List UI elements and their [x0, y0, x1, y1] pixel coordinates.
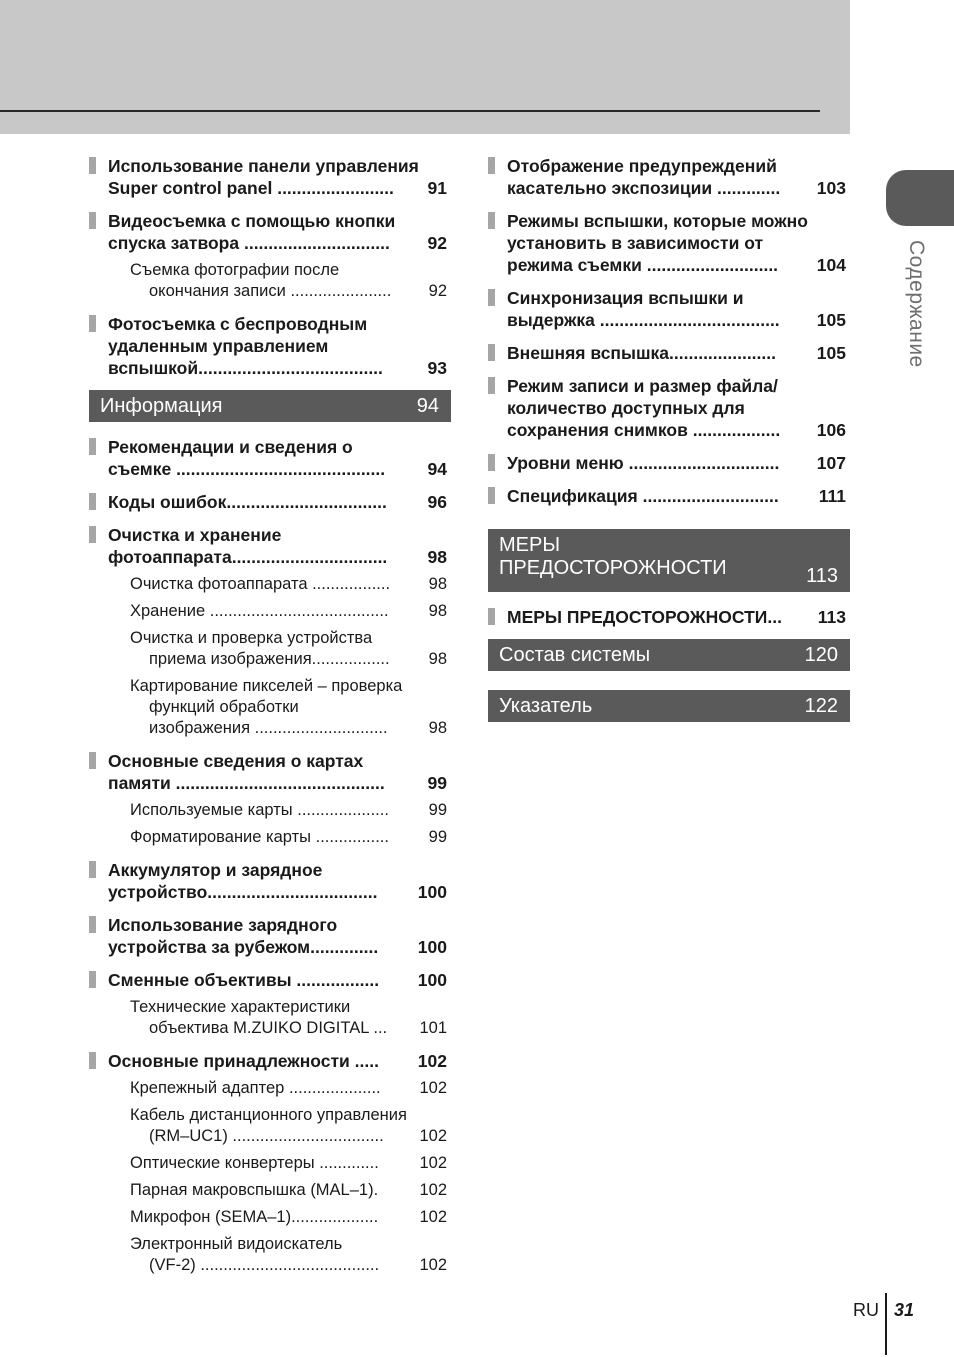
toc-subitem-mount-adapter[interactable]: 102 Крепежный адаптер .................... [130, 1079, 447, 1097]
toc-subitem-microphone[interactable]: 102 Микрофон (SEMA–1)................... [130, 1208, 447, 1226]
toc-subitem-remote-cable[interactable]: Кабель дистанционного управления 102 (RM–UC1) ................................. [130, 1106, 447, 1145]
page-number-footer: 31 [894, 1300, 915, 1320]
language-code: RU [853, 1300, 879, 1320]
header-rule [0, 110, 820, 112]
toc-item-external-flash[interactable]: 105 Внешняя вспышка...................... [488, 342, 850, 364]
toc-item-record-mode[interactable]: Режим записи и размер файла/ количество доступных для 106 сохранения снимков .................. [488, 375, 850, 441]
page-number: 92 [427, 233, 447, 253]
toc-item-accessories[interactable]: 102 Основные принадлежности ..... [89, 1050, 451, 1072]
toc-subitem-storage[interactable]: 98 Хранение ....................................... [130, 602, 447, 620]
toc-subitem-viewfinder[interactable]: Электронный видоискатель 102 (VF-2) ....................................... [130, 1235, 447, 1274]
section-header-index[interactable]: Указатель 122 [488, 690, 850, 722]
toc-left-column [89, 155, 451, 1287]
toc-item-safety[interactable]: 113 МЕРЫ ПРЕДОСТОРОЖНОСТИ... [488, 606, 850, 628]
toc-item-memory-cards[interactable]: Основные сведения о картах 99 памяти ........................................... [89, 750, 451, 794]
toc-item-wireless-flash[interactable]: Фотосъемка с беспроводным удаленным управлением 93 вспышкой...................................... [89, 313, 451, 379]
section-header-information[interactable]: Информация 94 [89, 390, 451, 422]
footer-divider [885, 1293, 887, 1355]
toc-item-error-codes[interactable]: 96 Коды ошибок................................. [89, 491, 451, 513]
toc-item-menu-levels[interactable]: 107 Уровни меню ............................... [488, 452, 850, 474]
toc-subitem-converters[interactable]: 102 Оптические конвертеры ............. [130, 1154, 447, 1172]
toc-subitem-camera-cleaning[interactable]: 98 Очистка фотоаппарата ................. [130, 575, 447, 593]
toc-subitem-pixel-mapping[interactable]: Картирование пикселей – проверка функций обработки 98 изображения ............................. [130, 677, 447, 737]
toc-item-flash-sync[interactable]: Синхронизация вспышки и 105 выдержка ..................................... [488, 287, 850, 331]
toc-subitem-sensor-cleaning[interactable]: Очистка и проверка устройства 98 приема изображения................. [130, 629, 447, 668]
toc-subitem-card-formatting[interactable]: 99 Форматирование карты ................ [130, 828, 447, 846]
toc-item-shooting-tips[interactable]: Рекомендации и сведения о 94 съемке ........................................... [89, 436, 451, 480]
toc-subitem-macro-flash[interactable]: 102 Парная макровспышка (MAL–1). [130, 1181, 447, 1199]
page-number: 91 [427, 178, 447, 198]
header-band [0, 0, 850, 134]
toc-item-lenses[interactable]: 100 Сменные объективы ................. [89, 969, 451, 991]
toc-subitem-photo-after-recording[interactable]: Съемка фотографии после 92 окончания записи ...................... [130, 261, 447, 300]
toc-item-battery-charger[interactable]: Аккумулятор и зарядное 100 устройство................................... [89, 859, 451, 903]
toc-right-column [488, 155, 850, 736]
toc-item-cleaning-storage[interactable]: Очистка и хранение 98 фотоаппарата................................ [89, 524, 451, 568]
toc-item-video-shutter[interactable]: Видеосъемка с помощью кнопки 92 спуска затвора .............................. [89, 210, 451, 254]
section-header-safety[interactable]: МЕРЫ ПРЕДОСТОРОЖНОСТИ 113 [488, 529, 850, 592]
section-header-system-chart[interactable]: Состав системы 120 [488, 639, 850, 671]
toc-item-specifications[interactable]: 111 Спецификация ............................ [488, 485, 850, 507]
toc-item-flash-modes[interactable]: Режимы вспышки, которые можно установить в зависимости от 104 режима съемки ........................... [488, 210, 850, 276]
toc-subitem-lens-specs[interactable]: Технические характеристики 101 объектива M.ZUIKO DIGITAL ... [130, 998, 447, 1037]
toc-item-exposure-warnings[interactable]: Отображение предупреждений 103 касательно экспозиции ............. [488, 155, 850, 199]
page-number: 93 [427, 358, 447, 378]
toc-item-charger-abroad[interactable]: Использование зарядного 100 устройства за рубежом.............. [89, 914, 451, 958]
toc-subitem-usable-cards[interactable]: 99 Используемые карты .................... [130, 801, 447, 819]
side-section-label: Содержание [905, 240, 928, 368]
toc-item-super-control-panel[interactable]: Использование панели управления 91 Super control panel ........................ [89, 155, 451, 199]
section-tab[interactable] [886, 170, 954, 226]
